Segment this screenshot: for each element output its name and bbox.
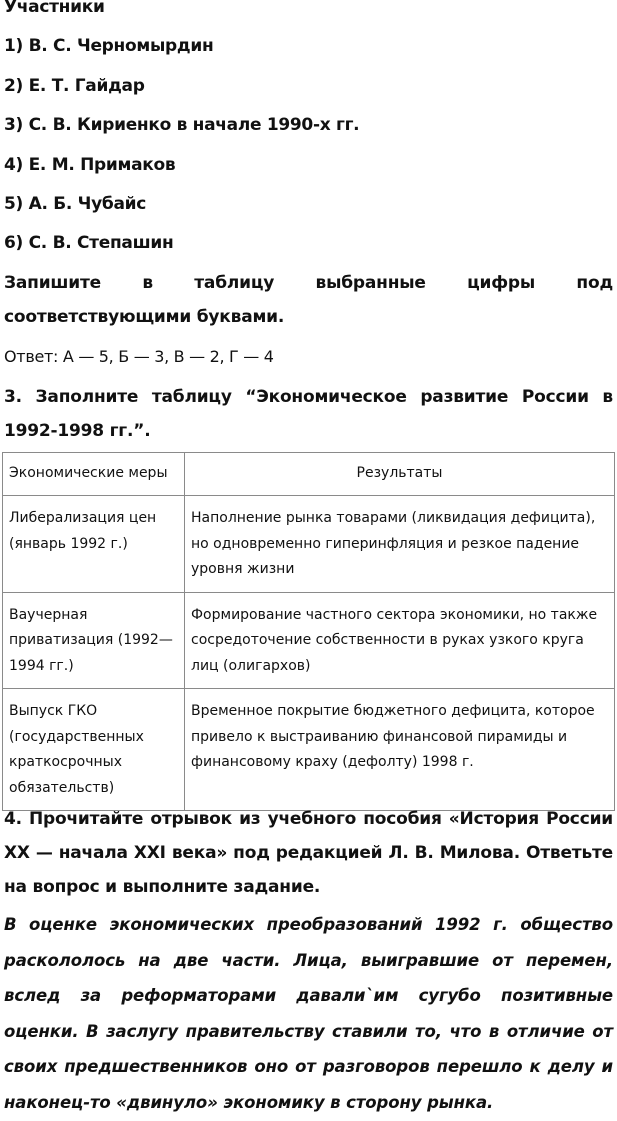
economic-measures-table: [2, 452, 615, 811]
measure-cell: Выпуск ГКО (государственных краткосрочных обязательств): [3, 689, 185, 811]
column-header-results: Результаты: [185, 453, 615, 496]
measure-cell: Ваучерная приватизация (1992—1994 гг.): [3, 592, 185, 689]
column-header-measures: Экономические меры: [3, 453, 185, 496]
answer-text: Ответ: А — 5, Б — 3, В — 2, Г — 4: [4, 347, 274, 366]
task-4-heading: 4. Прочитайте отрывок из учебного пособия «История России XX — начала XXI века» под редакцией Л. В. Милова. Ответьте на вопрос и выполните задание.: [4, 809, 613, 897]
table-row: [3, 689, 615, 811]
participant-item: 2) Е. Т. Гайдар: [4, 76, 145, 96]
table-row: [3, 592, 615, 689]
result-cell: Формирование частного сектора экономики, но также сосредоточение собственности в руках узкого круга лиц (олигархов): [185, 592, 615, 689]
instruction-text: Запишите в таблицу выбранные цифры под соответствующими буквами.: [4, 273, 613, 327]
task-3-heading: 3. Заполните таблицу “Экономическое развитие России в 1992-1998 гг.”.: [4, 387, 613, 441]
participant-item: 1) В. С. Черномырдин: [4, 36, 214, 56]
table-header-row: [3, 453, 615, 496]
participant-item: 4) Е. М. Примаков: [4, 155, 176, 175]
textbook-excerpt: В оценке экономических преобразований 1992 г. общество раскололось на две части. Лица, выигравшие от перемен, вслед за реформаторами давали`им сугубо позитивные оценки. В заслугу правительству ставили то, что в отличие от своих предшественников оно от разговоров перешло к делу и наконец-то «двинуло» экономику в сторону рынка.: [4, 915, 613, 1112]
table-row: [3, 496, 615, 593]
participant-item: 5) А. Б. Чубайс: [4, 194, 147, 214]
result-cell: Временное покрытие бюджетного дефицита, которое привело к выстраиванию финансовой пирамиды и финансовому краху (дефолту) 1998 г.: [185, 689, 615, 811]
result-cell: Наполнение рынка товарами (ликвидация дефицита), но одновременно гиперинфляция и резкое падение уровня жизни: [185, 496, 615, 593]
participant-item: 3) С. В. Кириенко в начале 1990-х гг.: [4, 115, 360, 135]
participants-heading: Участники: [4, 0, 105, 17]
participant-item: 6) С. В. Степашин: [4, 233, 174, 253]
measure-cell: Либерализация цен (январь 1992 г.): [3, 496, 185, 593]
